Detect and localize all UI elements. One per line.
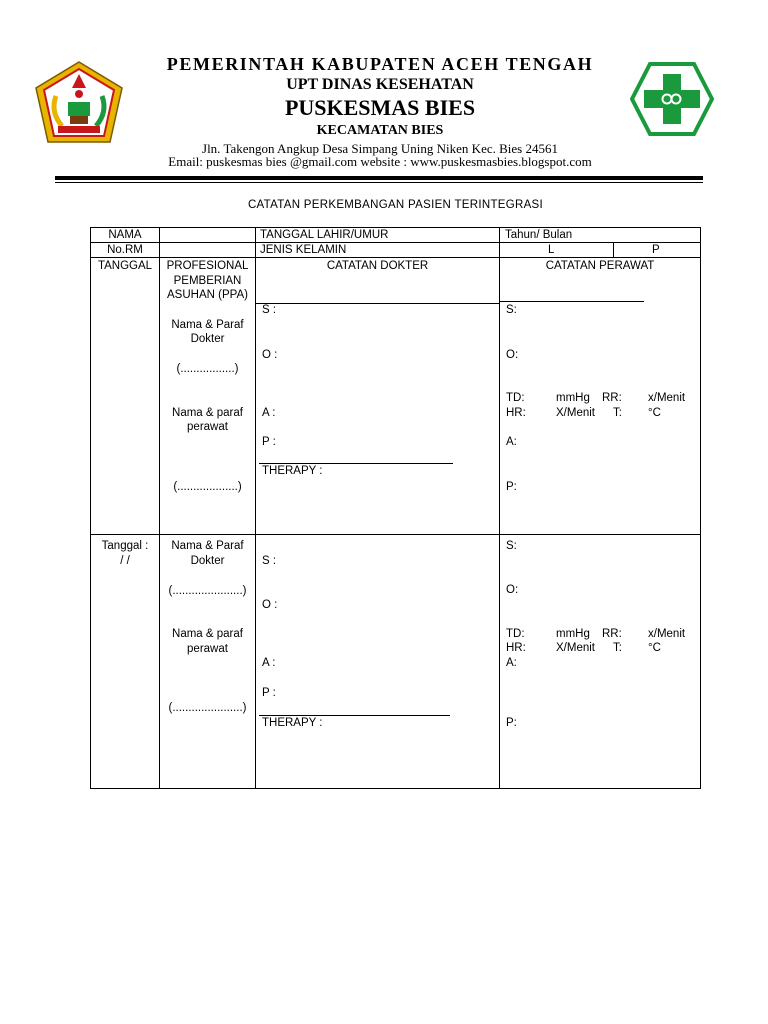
dokter-soap-a: A : bbox=[262, 407, 276, 419]
col-line-lp bbox=[613, 242, 614, 257]
ppa-perawat-signature: (...................) bbox=[173, 481, 242, 493]
dokter-soap-o: O : bbox=[262, 599, 278, 611]
col-ppa-line2: PEMBERIAN bbox=[173, 275, 242, 287]
header-rule-thin bbox=[55, 182, 703, 183]
perawat-soap-a: A: bbox=[506, 436, 517, 448]
perawat-soap-o: O: bbox=[506, 349, 519, 361]
vital-mmhg: mmHg bbox=[556, 392, 590, 404]
dokter-soap-p: P : bbox=[262, 436, 276, 448]
health-cross-icon bbox=[630, 62, 714, 136]
vital-hr-unit: X/Menit bbox=[556, 407, 595, 419]
perawat-soap-s: S: bbox=[506, 540, 517, 552]
section2-date-slashes: / / bbox=[120, 555, 130, 567]
vital-temp: T: bbox=[613, 407, 622, 419]
letterhead-address: Jln. Takengon Angkup Desa Simpang Uning Niken Kec. Bies 24561 bbox=[202, 141, 558, 156]
col-ppa-line3: ASUHAN (PPA) bbox=[167, 289, 248, 301]
label-gender-l: L bbox=[548, 244, 555, 256]
vital-td: TD: bbox=[506, 392, 525, 404]
vital-rr: RR: bbox=[602, 628, 622, 640]
perawat-header-underline bbox=[499, 301, 644, 302]
vital-temp-unit: °C bbox=[648, 642, 661, 654]
perawat-soap-a: A: bbox=[506, 657, 517, 669]
ppa-dokter-label: Nama & Paraf bbox=[171, 319, 244, 331]
section-divider bbox=[91, 534, 700, 535]
dokter-soap-s: S : bbox=[262, 555, 277, 567]
ppa-dokter-label: Nama & Paraf bbox=[171, 540, 244, 552]
vital-td: TD: bbox=[506, 628, 525, 640]
ppa-dokter-label-2: Dokter bbox=[190, 555, 225, 567]
dokter-header-underline bbox=[256, 303, 499, 304]
vital-temp: T: bbox=[613, 642, 622, 654]
ppa-perawat-label: Nama & paraf bbox=[172, 407, 243, 419]
ppa-dokter-signature: (......................) bbox=[168, 585, 247, 597]
dokter-soap-p: P : bbox=[262, 687, 276, 699]
ppa-perawat-label-2: perawat bbox=[187, 421, 228, 433]
col-line bbox=[499, 228, 500, 788]
vital-hr-unit: X/Menit bbox=[556, 642, 595, 654]
perawat-soap-p: P: bbox=[506, 481, 517, 493]
vital-rr: RR: bbox=[602, 392, 622, 404]
col-line bbox=[255, 228, 256, 788]
ppa-perawat-label-2: perawat bbox=[187, 643, 228, 655]
dokter-soap-s: S : bbox=[262, 304, 277, 316]
label-no-rm: No.RM bbox=[107, 244, 143, 256]
dokter-therapy: THERAPY : bbox=[262, 717, 323, 729]
col-catatan-perawat: CATATAN PERAWAT bbox=[545, 260, 655, 272]
dokter-soap-a: A : bbox=[262, 657, 276, 669]
label-tahun-bulan: Tahun/ Bulan bbox=[505, 229, 573, 241]
letterhead-agency: UPT DINAS KESEHATAN bbox=[286, 76, 474, 93]
label-jenis-kelamin: JENIS KELAMIN bbox=[260, 244, 347, 256]
header-rule-thick bbox=[55, 176, 703, 180]
regency-emblem-icon bbox=[34, 60, 124, 144]
ppa-dokter-label-2: Dokter bbox=[190, 333, 225, 345]
col-catatan-dokter: CATATAN DOKTER bbox=[326, 260, 429, 272]
letterhead-government: PEMERINTAH KABUPATEN ACEH TENGAH bbox=[166, 54, 594, 74]
section2-tanggal: Tanggal : bbox=[101, 540, 149, 552]
dokter-soap-o: O : bbox=[262, 349, 278, 361]
vital-rr-unit: x/Menit bbox=[648, 392, 686, 404]
label-tanggal-lahir: TANGGAL LAHIR/UMUR bbox=[260, 229, 389, 241]
letterhead-clinic-name: PUSKESMAS BIES bbox=[284, 95, 476, 120]
letterhead-district: KECAMATAN BIES bbox=[316, 123, 444, 138]
vital-rr-unit: x/Menit bbox=[648, 628, 686, 640]
col-tanggal: TANGGAL bbox=[97, 260, 153, 272]
vital-hr: HR: bbox=[506, 407, 526, 419]
perawat-soap-s: S: bbox=[506, 304, 517, 316]
vital-temp-unit: °C bbox=[648, 407, 661, 419]
ppa-dokter-signature: (.................) bbox=[176, 363, 239, 375]
vital-mmhg: mmHg bbox=[556, 628, 590, 640]
row-line bbox=[91, 242, 700, 243]
col-ppa-line1: PROFESIONAL bbox=[166, 260, 249, 272]
perawat-soap-p: P: bbox=[506, 717, 517, 729]
vital-hr: HR: bbox=[506, 642, 526, 654]
letterhead-contact: Email: puskesmas bies @gmail.com website : www.puskesmasbies.blogspot.com bbox=[168, 154, 592, 169]
ppa-perawat-signature: (......................) bbox=[168, 702, 247, 714]
label-nama: NAMA bbox=[108, 229, 142, 241]
ppa-perawat-label: Nama & paraf bbox=[172, 628, 243, 640]
label-gender-p: P bbox=[652, 244, 660, 256]
form-title: CATATAN PERKEMBANGAN PASIEN TERINTEGRASI bbox=[247, 199, 544, 211]
dokter-therapy: THERAPY : bbox=[262, 465, 323, 477]
perawat-soap-o: O: bbox=[506, 584, 519, 596]
patient-progress-table bbox=[90, 227, 701, 789]
row-line bbox=[91, 257, 700, 258]
